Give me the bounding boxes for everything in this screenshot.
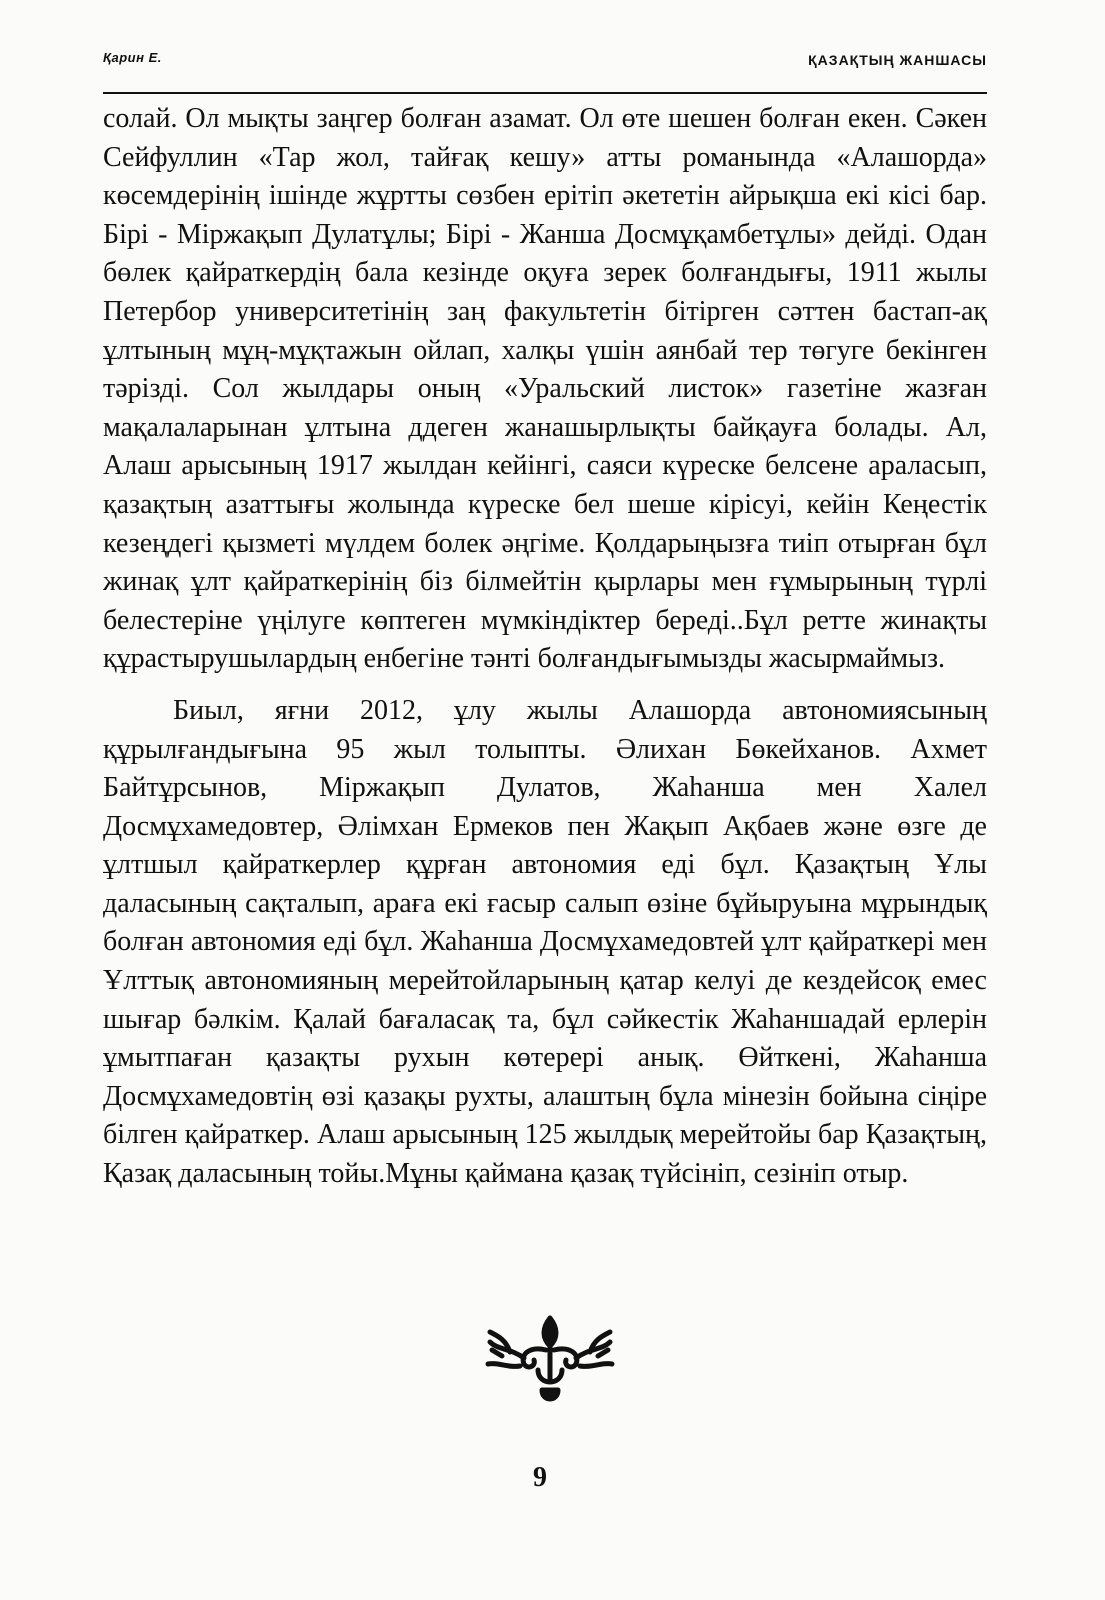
text-line: Биыл, яғни 2012, ұлу жылы Алашорда автономиясының <box>173 694 987 726</box>
text-line: солай. Ол мықты заңгер болған азамат. Ол өте шешен болған <box>103 103 840 134</box>
text-line: қатар келуі де кездейсоқ емес шығар бәлкім. Қалай бағаласақ та, <box>103 965 987 1035</box>
text-line: көтерері анық. Өйткені, Жаһанша Досмұхамедовтің өзі қазақы <box>103 1042 987 1112</box>
text-line: кезеңдегі қызметі мүлдем болек әңгіме. Қолдарыңызға тиіп <box>103 527 829 559</box>
text-line: ддеген жанашырлықты байқауға болады. Ал, Алаш арысының <box>103 411 987 482</box>
paragraph <box>103 692 987 1194</box>
text-line: даласының тойы.Мұны қаймана қазақ түйсініп, сезініп отыр. <box>178 1158 909 1190</box>
text-line: екен. Сәкен Сейфуллин «Тар жол, тайғақ кешу» атты романында <box>103 103 988 173</box>
header-title: ҚАЗАҚТЫҢ ЖАНШАСЫ <box>808 52 987 68</box>
text-line: отырған бұл жинақ ұлт қайраткерінің біз білмейтін қырлары мен <box>103 527 988 598</box>
page-number: 9 <box>533 1462 547 1493</box>
text-line: ғұмырының түрлі белестеріне үңілуге көптеген мүмкіндіктер <box>103 566 987 636</box>
text-line: мұрындық болған автономия еді бұл. Жаһанша Досмұхамедовтей <box>103 887 988 958</box>
text-line: оқуға зерек болғандығы, 1911 жылы Петербор университетінің <box>103 257 988 327</box>
text-line: айрықша екі кісі бар. Бірі - Міржақып Дулатұлы; Бірі - Жанша <box>103 180 988 250</box>
text-line: оның «Уральский листок» газетіне жазған мақалаларынан ұлтына <box>103 373 988 443</box>
text-line: болғандығымызды жасырмаймыз. <box>537 643 946 675</box>
text-line: азаттығы жолында күреске бел шеше кірісуі, кейін Кеңестік <box>225 488 988 520</box>
text-line: құрылғандығына 95 жыл толыпты. Әлихан Бөкейханов. <box>103 733 882 765</box>
paragraph <box>103 100 987 679</box>
text-line: Ахмет Байтұрсынов, Міржақып Дулатов, Жаһанша мен Халел <box>103 733 988 804</box>
text-line: бұл сәйкестік Жаһаншадай ерлерін ұмытпаған қазақты рухын <box>103 1003 987 1074</box>
body-text <box>103 100 987 1194</box>
text-line: «Алашорда» көсемдерінің ішінде жұртты сөзбен ерітіп әкететін <box>103 141 988 212</box>
text-line: даласының сақталып, араға екі ғасыр салып өзіне бұйыруына <box>103 887 852 919</box>
running-head <box>103 42 987 94</box>
text-line: де ұлтшыл қайраткерлер құрған автономия еді бұл. Қазақтың Ұлы <box>103 810 987 881</box>
kazakh-ornament-icon <box>480 1310 620 1406</box>
text-line: Алаш арысының 125 жылдық мерейтойы бар Қазақтың, Қазақ <box>103 1119 987 1190</box>
text-line: ойлап, халқы үшін аянбай тер төгуге бекінген тәрізді. Сол жылдары <box>103 334 987 405</box>
text-line: Досмұқамбетұлы» дейді. Одан бөлек қайраткердің бала кезінде <box>103 218 987 289</box>
text-line: 1917 жылдан кейінгі, саяси күреске белсене араласып, қазақтың <box>103 450 987 520</box>
text-line: ұлт қайраткері мен Ұлттық автономияның мерейтойларының <box>103 926 987 997</box>
text-line: береді..Бұл ретте жинақты құрастырушылардың енбегіне тәнті <box>103 604 988 675</box>
text-line: рухты, алаштың бұла мінезін бойына сіңіре білген қайраткер. <box>103 1080 987 1151</box>
text-line: Досмұхамедовтер, Әлімхан Ермеков пен Жақып Ақбаев және өзге <box>103 810 946 842</box>
text-line: заң факультетін бітірген сәттен бастап-ақ ұлтының мұң-мұқтажын <box>103 295 988 366</box>
header-author: Қарин Е. <box>103 50 162 65</box>
